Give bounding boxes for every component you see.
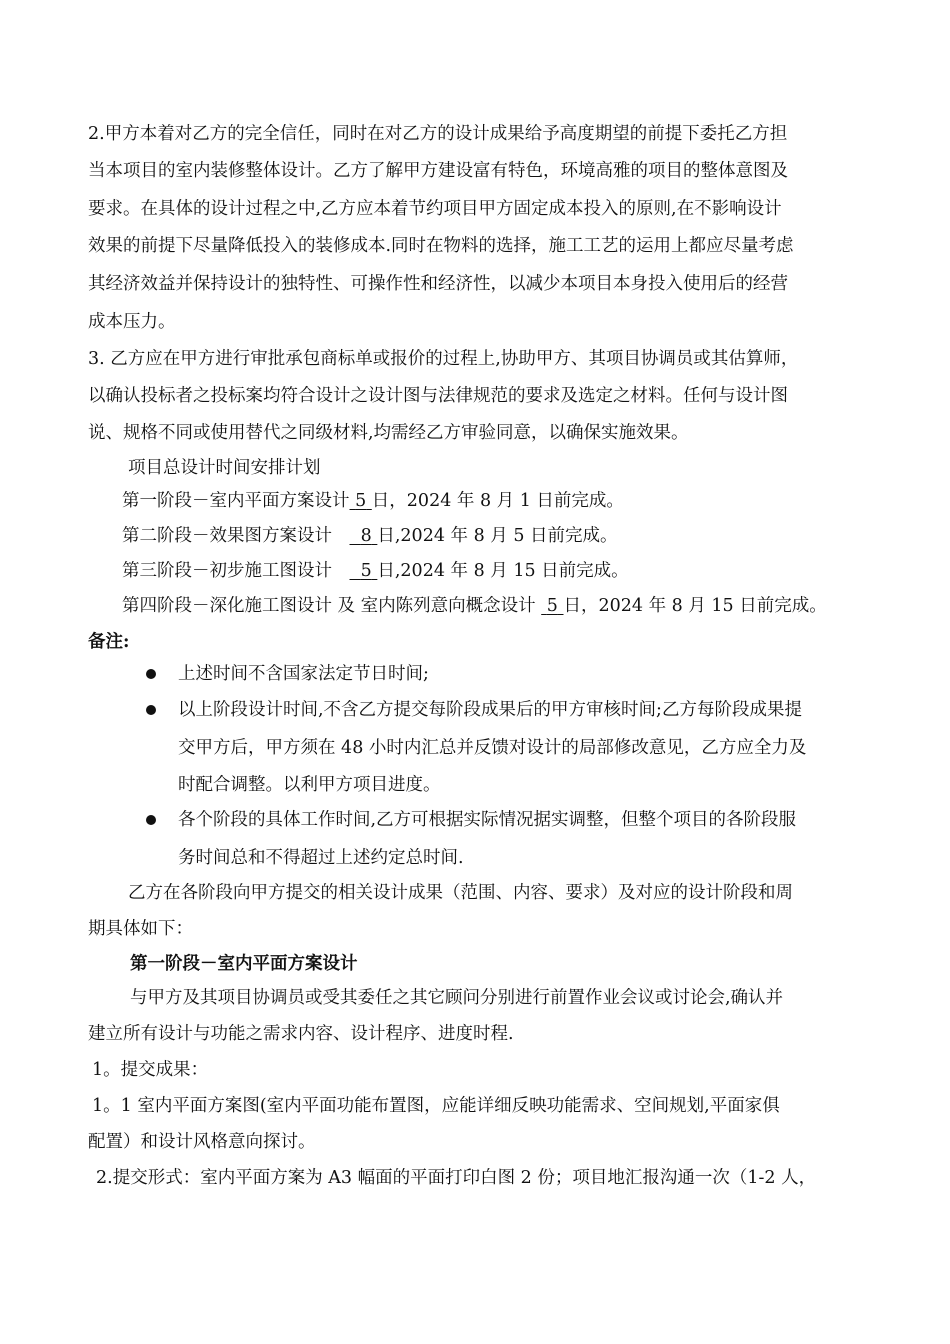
paragraph-2-line-2: 当本项目的室内装修整体设计。乙方了解甲方建设富有特色，环境高雅的项目的整体意图及 bbox=[88, 161, 788, 181]
bullet-dot-3 bbox=[146, 815, 156, 825]
stage-3-days: 5 bbox=[360, 561, 372, 581]
stage-1-body-line-1: 与甲方及其项目协调员或受其委任之其它顾问分别进行前置作业会议或讨论会,确认并 bbox=[130, 988, 784, 1008]
deliverables-intro-line-1: 乙方在各阶段向甲方提交的相关设计成果（范围、内容、要求）及对应的设计阶段和周 bbox=[128, 883, 793, 903]
bullet-dot-2 bbox=[146, 705, 156, 715]
paragraph-2-line-1: 2.甲方本着对乙方的完全信任，同时在对乙方的设计成果给予高度期望的前提下委托乙方担 bbox=[88, 124, 788, 144]
schedule-stage-1 bbox=[122, 489, 624, 513]
stage-3-label: 第三阶段－初步施工图设计 bbox=[122, 561, 350, 581]
stage-4-days: 5 bbox=[546, 596, 558, 616]
deliverables-item-2: 2.提交形式：室内平面方案为 A3 幅面的平面打印白图 2 份；项目地汇报沟通一次（1-2 人， bbox=[96, 1168, 817, 1188]
remark-2-line-1: 以上阶段设计时间,不含乙方提交每阶段成果后的甲方审核时间;乙方每阶段成果提 bbox=[178, 700, 802, 720]
paragraph-2-line-4: 效果的前提下尽量降低投入的装修成本.同时在物料的选择，施工工艺的运用上都应尽量考虑 bbox=[88, 236, 794, 256]
stage-2-deadline: 日,2024 年 8 月 5 日前完成。 bbox=[377, 526, 618, 546]
stage-1-body-line-2: 建立所有设计与功能之需求内容、设计程序、进度时程. bbox=[88, 1024, 514, 1044]
paragraph-2-line-5: 其经济效益并保持设计的独特性、可操作性和经济性，以减少本项目本身投入使用后的经营 bbox=[88, 274, 788, 294]
stage-1-days: 5 bbox=[355, 491, 367, 511]
schedule-stage-4 bbox=[122, 594, 827, 618]
stage-1-deadline: 日，2024 年 8 月 1 日前完成。 bbox=[371, 491, 624, 511]
stage-2-label: 第二阶段－效果图方案设计 bbox=[122, 526, 350, 546]
stage-1-heading: 第一阶段－室内平面方案设计 bbox=[130, 954, 358, 974]
schedule-stage-2 bbox=[122, 524, 618, 548]
remark-2-line-3: 时配合调整。以利甲方项目进度。 bbox=[178, 775, 441, 795]
deliverables-item-1-title: 1。提交成果： bbox=[92, 1060, 209, 1080]
stage-1-label: 第一阶段－室内平面方案设计 bbox=[122, 491, 350, 511]
remark-3-line-2: 务时间总和不得超过上述约定总时间. bbox=[178, 848, 464, 868]
stage-4-deadline: 日，2024 年 8 月 15 日前完成。 bbox=[563, 596, 827, 616]
deliverables-item-1-1-line-2: 配置）和设计风格意向探讨。 bbox=[88, 1132, 316, 1152]
paragraph-3-line-3: 说、规格不同或使用替代之同级材料,均需经乙方审验同意，以确保实施效果。 bbox=[88, 423, 689, 443]
remarks-heading: 备注: bbox=[88, 632, 130, 652]
remark-3-line-1: 各个阶段的具体工作时间,乙方可根据实际情况据实调整，但整个项目的各阶段服 bbox=[178, 810, 797, 830]
remark-2-line-2: 交甲方后，甲方须在 48 小时内汇总并反馈对设计的局部修改意见，乙方应全力及 bbox=[178, 738, 807, 758]
paragraph-3-line-1: 3. 乙方应在甲方进行审批承包商标单或报价的过程上,协助甲方、其项目协调员或其估算师， bbox=[88, 349, 799, 369]
bullet-dot-1 bbox=[146, 669, 156, 679]
paragraph-2-line-6: 成本压力。 bbox=[88, 312, 176, 332]
deliverables-intro-line-2: 期具体如下： bbox=[88, 919, 193, 939]
stage-2-days: 8 bbox=[360, 526, 372, 546]
paragraph-3-line-2: 以确认投标者之投标案均符合设计之设计图与法律规范的要求及选定之材料。任何与设计图 bbox=[88, 386, 788, 406]
paragraph-2-line-3: 要求。在具体的设计过程之中,乙方应本着节约项目甲方固定成本投入的原则,在不影响设计 bbox=[88, 199, 782, 219]
stage-3-deadline: 日,2024 年 8 月 15 日前完成。 bbox=[377, 561, 629, 581]
remark-1-line-1: 上述时间不含国家法定节日时间; bbox=[178, 664, 429, 684]
stage-4-label: 第四阶段－深化施工图设计 及 室内陈列意向概念设计 bbox=[122, 596, 536, 616]
schedule-title: 项目总设计时间安排计划 bbox=[128, 458, 321, 478]
deliverables-item-1-1-line-1: 1。1 室内平面方案图(室内平面功能布置图，应能详细反映功能需求、空间规划,平面家俱 bbox=[92, 1096, 780, 1116]
schedule-stage-3 bbox=[122, 559, 629, 583]
